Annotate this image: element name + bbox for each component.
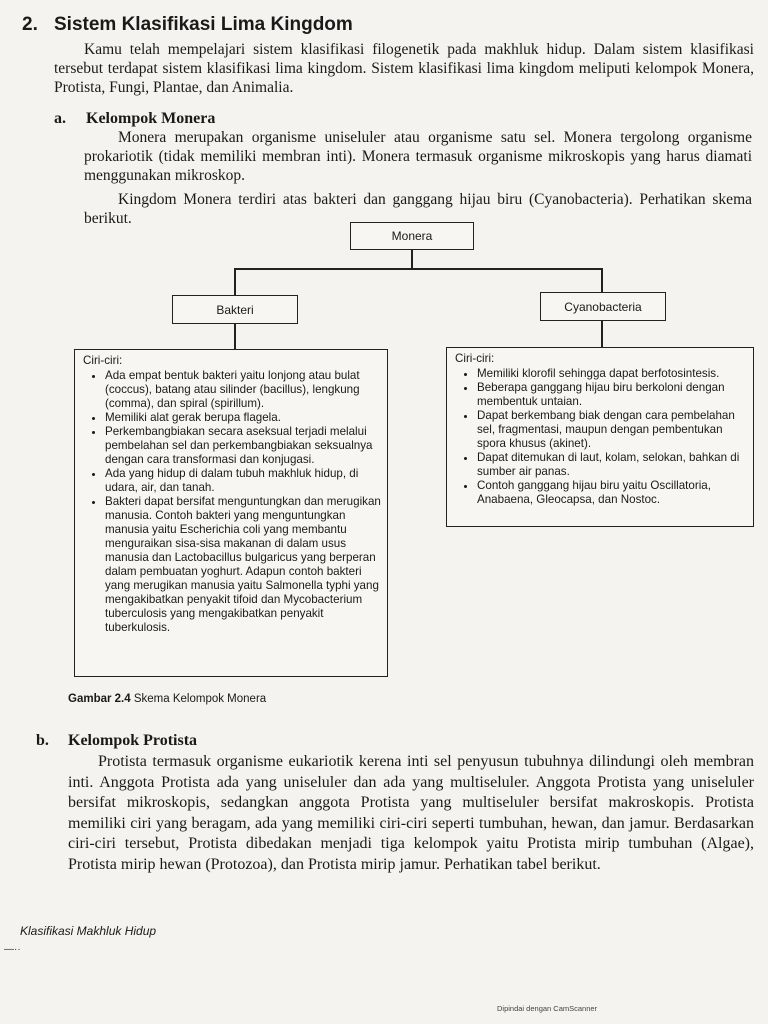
cyano-feature: • Dapat berkembang biak dengan cara pembelahan sel, fragmentasi, maupun dengan pembentukan spora khusus (akinet). — [477, 409, 747, 451]
scanner-watermark: Dipindai dengan CamScanner — [497, 1004, 598, 1013]
bakteri-feature: • Ada empat bentuk bakteri yaitu lonjong atau bulat (coccus), batang atau silinder (bacillus), lengkung (comma), dan spiral (spirillum). — [105, 369, 381, 411]
node-monera: Monera — [350, 222, 474, 250]
connector-horizontal — [234, 268, 602, 270]
bakteri-feature: • Perkembangbiakan secara aseksual terjadi melalui pembelahan sel dan perkembangbiakan seksualnya dengan cara transformasi dan konjugasi. — [105, 425, 381, 467]
subsection-b-letter: b. — [36, 732, 49, 749]
subsection-a-title: Kelompok Monera — [86, 110, 216, 127]
connector-cyano-features — [601, 320, 603, 347]
footer-chapter-title: Klasifikasi Makhluk Hidup — [20, 924, 157, 938]
cyano-feature: • Contoh ganggang hijau biru yaitu Oscillatoria, Anabaena, Gleocapsa, dan Nostoc. — [477, 479, 747, 507]
monera-paragraph-1: Monera merupakan organisme uniseluler atau organisme satu sel. Monera tergolong organisme prokariotik (tidak memiliki membran inti). Monera termasuk organisme mikroskopis yang harus diamati menggunakan mikroskop. — [84, 129, 752, 184]
footer-mark: —·· — [4, 944, 21, 955]
bakteri-feature: • Bakteri dapat bersifat menguntungkan dan merugikan manusia. Contoh bakteri yang menguntungkan manusia yaitu Escherichia coli yang membantu menguraikan sisa-sisa makanan di dalam usus manusia dan Lactobacillus bulgaricus yang berperan dalam pembuatan yoghurt. Adapun contoh bakteri yang merugikan manusia yaitu Salmonella typhi yang mengakibatkan penyakit tifoid dan Mycobacterium tuberculosis yang mengakibatkan penyakit tuberkulosis. — [105, 495, 381, 635]
monera-paragraph-2: Kingdom Monera terdiri atas bakteri dan ganggang hijau biru (Cyanobacteria). Perhatikan skema berikut. — [84, 191, 752, 227]
bakteri-feature: • Ada yang hidup di dalam tubuh makhluk hidup, di udara, air, dan tanah. — [105, 467, 381, 495]
cyano-features-list — [455, 367, 747, 507]
connector-left — [234, 268, 236, 295]
figure-caption-text: Skema Kelompok Monera — [133, 693, 267, 705]
bakteri-feature: • Memiliki alat gerak berupa flagela. — [105, 411, 381, 425]
connector-root — [411, 249, 413, 269]
connector-bakteri-features — [234, 323, 236, 349]
node-cyanobacteria: Cyanobacteria — [540, 292, 666, 321]
subsection-b-title: Kelompok Protista — [68, 732, 198, 749]
cyano-features-label: Ciri-ciri: — [455, 352, 495, 365]
bakteri-features-box — [74, 349, 388, 677]
protista-paragraph: Protista termasuk organisme eukariotik kerena inti sel penyusun tubuhnya dilindungi oleh membran inti. Anggota Protista ada yang uniseluler dan ada yang multiseluler. Anggota Protista yang uniseluler bersifat mikroskopis, sedangkan anggota Protista yang multiseluler bersifat makroskopis. Protista memiliki ciri yang beragam, ada yang memiliki ciri-ciri seperti tumbuhan, hewan, dan jamur. Berdasarkan ciri-ciri tersebut, Protista dibedakan menjadi tiga kelompok yaitu Protista mirip tumbuhan (Algae), Protista mirip hewan (Protozoa), dan Protista mirip jamur. Perhatikan tabel berikut. — [68, 753, 754, 873]
section-number: 2. — [22, 14, 38, 35]
cyano-feature: • Beberapa ganggang hijau biru berkoloni dengan membentuk untaian. — [477, 381, 747, 409]
section-title: Sistem Klasifikasi Lima Kingdom — [54, 14, 353, 35]
intro-paragraph: Kamu telah mempelajari sistem klasifikasi filogenetik pada makhluk hidup. Dalam sistem klasifikasi tersebut terdapat sistem klasifikasi lima kingdom. Sistem klasifikasi lima kingdom meliputi kelompok Monera, Protista, Fungi, Plantae, dan Animalia. — [54, 41, 754, 96]
node-bakteri: Bakteri — [172, 295, 298, 324]
cyano-feature: • Memiliki klorofil sehingga dapat berfotosintesis. — [477, 367, 747, 381]
figure-caption — [68, 693, 266, 705]
cyano-features-box — [446, 347, 754, 527]
figure-caption-label: Gambar 2.4 — [68, 693, 131, 705]
cyano-feature: • Dapat ditemukan di laut, kolam, selokan, bahkan di sumber air panas. — [477, 451, 747, 479]
connector-right — [601, 268, 603, 292]
bakteri-features-list — [83, 369, 381, 635]
subsection-a-letter: a. — [54, 110, 66, 127]
bakteri-features-label: Ciri-ciri: — [83, 354, 123, 367]
